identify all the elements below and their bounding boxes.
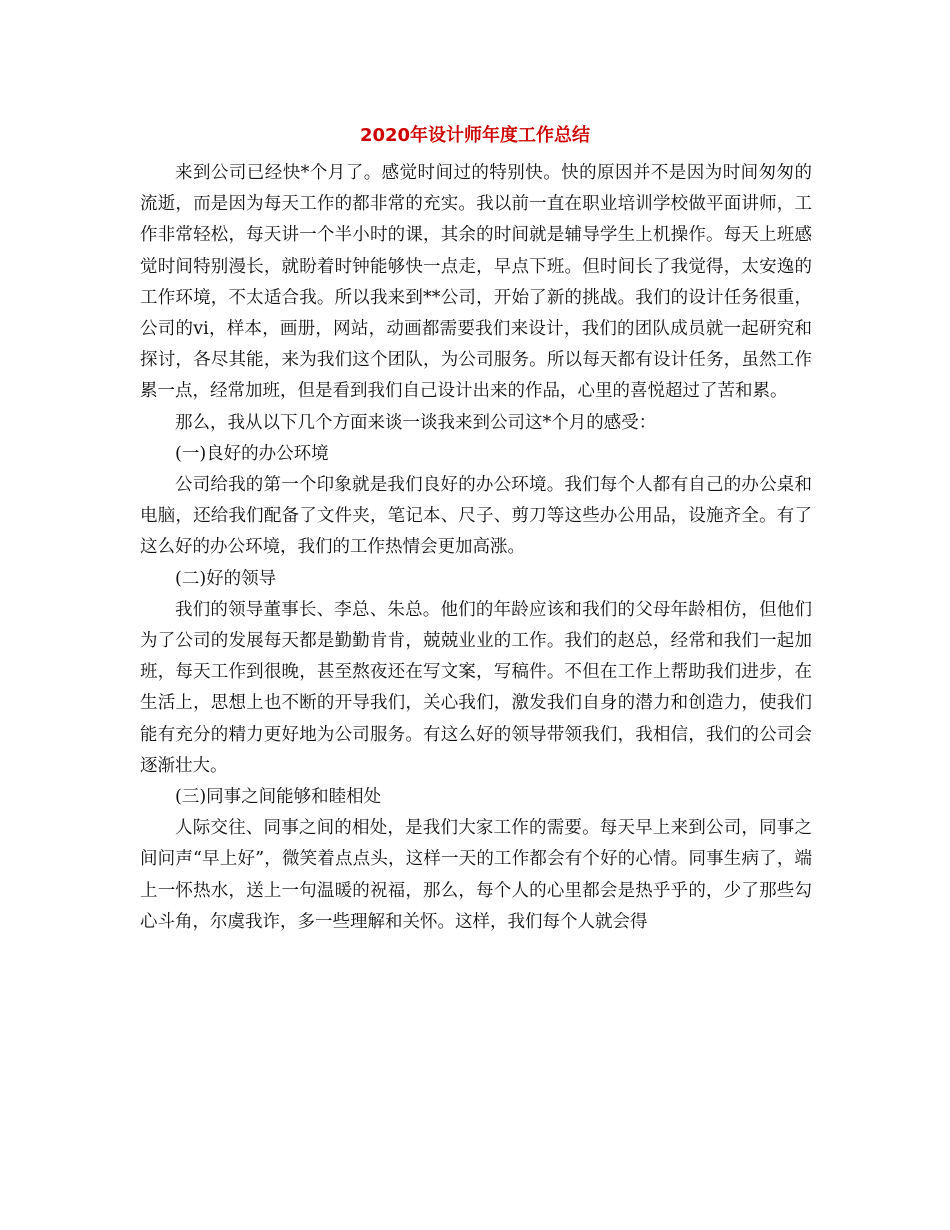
paragraph-overview: 那么，我从以下几个方面来谈一谈我来到公司这*个月的感受： — [175, 412, 657, 433]
section-heading-office-environment: (一)良好的办公环境 — [175, 443, 329, 464]
document-body — [140, 158, 812, 938]
section-heading-colleagues: (三)同事之间能够和睦相处 — [175, 787, 382, 808]
document-title: 2020年设计师年度工作总结 — [359, 125, 591, 146]
paragraph-intro: 来到公司已经快*个月了。感觉时间过的特别快。快的原因并不是因为时间匆匆的流逝，而是因为每天工作的都非常的充实。我以前一直在职业培训学校做平面讲师，工作非常轻松，每天讲一个半小时的课，其余的时间就是辅导学生上机操作。每天上班感觉时间特别漫长，就盼着时钟能够快一点走，早点下班。但时间长了我觉得，太安逸的工作环境，不太适合我。所以我来到**公司，开始了新的挑战。我们的设计任务很重，公司的vi，样本，画册，网站，动画都需要我们来设计，我们的团队成员就一起研究和探讨，各尽其能，来为我们这个团队，为公司服务。所以每天都有设计任务，虽然工作累一点，经常加班，但是看到我们自己设计出来的作品，心里的喜悦超过了苦和累。 — [140, 163, 812, 402]
paragraph-leadership: 我们的领导董事长、李总、朱总。他们的年龄应该和我们的父母年龄相仿，但他们为了公司的发展每天都是勤勤肯肯，兢兢业业的工作。我们的赵总，经常和我们一起加班，每天工作到很晚，甚至熬夜还在写文案，写稿件。不但在工作上帮助我们进步，在生活上，思想上也不断的开导我们，关心我们，激发我们自身的潜力和创造力，使我们能有充分的精力更好地为公司服务。有这么好的领导带领我们，我相信，我们的公司会逐渐壮大。 — [140, 599, 812, 776]
paragraph-office-environment: 公司给我的第一个印象就是我们良好的办公环境。我们每个人都有自己的办公桌和电脑，还给我们配备了文件夹，笔记本、尺子、剪刀等这些办公用品，设施齐全。有了这么好的办公环境，我们的工作热情会更加高涨。 — [140, 475, 812, 558]
section-heading-leadership: (二)好的领导 — [175, 568, 277, 589]
paragraph-colleagues: 人际交往、同事之间的相处，是我们大家工作的需要。每天早上来到公司，同事之间问声“早上好”，微笑着点点头，这样一天的工作都会有个好的心情。同事生病了，端上一怀热水，送上一句温暖的祝福，那么，每个人的心里都会是热乎乎的，少了那些勾心斗角，尔虞我诈，多一些理解和关怀。这样，我们每个人就会得 — [140, 818, 812, 932]
